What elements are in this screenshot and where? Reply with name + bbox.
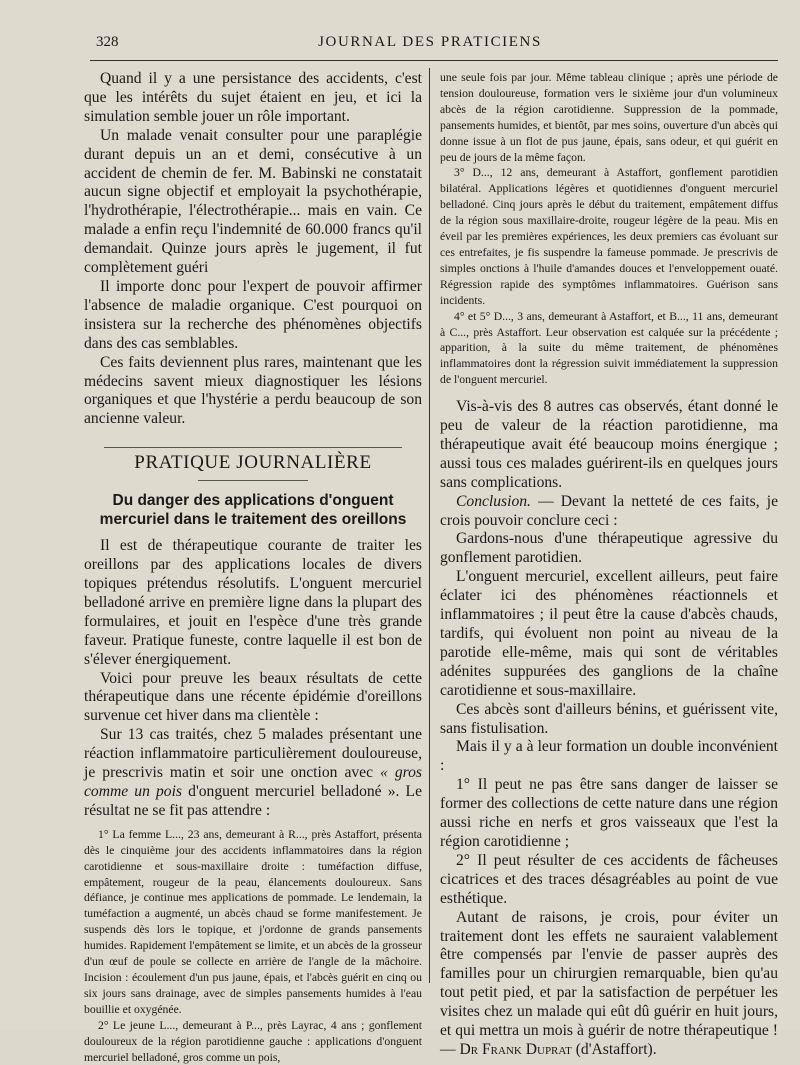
text-run: Autant de raisons, je crois, pour éviter un traitement dont les effets ne sauraient valablement être compensés par l'envie de passer auprès des familles pour un chirurgien remarquable, bien qu'au tout petit pied, et par la satisfaction de perpétuer les visites chez un malade qui eût dû guérir en huit jours, et qui mettra un mois à guérir de notre thérapeutique ! —	[440, 908, 778, 1058]
column-divider	[429, 68, 430, 983]
paragraph: Mais il y a à leur formation un double inconvénient :	[440, 738, 778, 775]
paragraph: Il importe donc pour l'expert de pouvoir affirmer l'absence de maladie organique. C'est pourquoi on insistera sur la recherche des phénomènes objectifs dans des cas semblables.	[84, 277, 422, 352]
journal-title: JOURNAL DES PRATICIENS	[318, 34, 542, 50]
paragraph: Quand il y a une persistance des accidents, c'est que les intérêts du sujet étaient en jeu, et ici la simulation semble jouer un rôle important.	[84, 70, 422, 125]
header-rule	[90, 60, 778, 61]
paragraph: Voici pour preuve les beaux résultats de cette thérapeutique dans une récente épidémie d'oreillons survenue cet hiver dans ma clientèle :	[84, 669, 422, 725]
paragraph: Ces abcès sont d'ailleurs bénins, et guérissent vite, sans fistulisation.	[440, 700, 778, 737]
page-header	[90, 34, 770, 56]
case-report: 3° D..., 12 ans, demeurant à Astaffort, gonflement parotidien bilatéral. Applications légères et quotidiennes d'onguent mercuriel belladoné. Cinq jours après le début du traitement, empâtement diffus de la région sous maxillaire-droite, rougeur légère de la peau. Mis en éveil par les premières expériences, les deux premiers cas évoluant sur ces entrefaites, je fis suspendre la fameuse pommade. Je prescrivis de simples onctions à l'huile d'amandes douces et l'enveloppement ouaté. Régression rapide des symptômes inflammatoires. Guérison sans incidents.	[440, 166, 778, 307]
section-title: PRATIQUE JOURNALIÈRE	[104, 447, 401, 474]
paragraph: 2° Il peut résulter de ces accidents de fâcheuses cicatrices et des traces désagréables au point de vue esthétique.	[440, 851, 778, 907]
page-number: 328	[96, 34, 119, 50]
italic-quote: « gros comme un pois	[84, 764, 422, 800]
paragraph: Il est de thérapeutique courante de traiter les oreillons par des applications locales de divers topiques prétendus résolutifs. L'onguent mercuriel belladoné arrive en première ligne dans la plupart des formulaires, et jouit en l'espèce d'une très grande faveur. Pratique funeste, contre laquelle il est bon de s'élever énergiquement.	[84, 537, 422, 668]
author-signature: Dr Frank Duprat	[459, 1040, 572, 1058]
article-title: Du danger des applications d'onguent mercuriel dans le traitement des oreillons	[99, 492, 407, 529]
paragraph: Un malade venait consulter pour une paraplégie durant depuis un an et demi, consécutive à un accident de chemin de fer. M. Babinski ne constatait aucun signe objectif et employait la psychothérapie, l'hydrothérapie, l'électrothérapie... mais en vain. Ce malade a enfin reçu l'indemnité de 60.000 francs qu'il demandait. Quinze jours après le jugement, il fut complètement guéri	[84, 126, 422, 277]
case-report: 4° et 5° D..., 3 ans, demeurant à Astaffort, et B..., 11 ans, demeurant à C..., près Astaffort. Leur observation est calquée sur la précédente ; apparition, à la suite du même traitement, de phénomènes inflammatoires dont la régression suivit immédiatement la suppression de l'onguent mercuriel.	[440, 309, 778, 387]
left-column	[84, 70, 422, 1065]
conclusion-label: Conclusion.	[456, 492, 531, 510]
author-place: (d'Astaffort).	[571, 1040, 657, 1058]
case-report: 1° La femme L..., 23 ans, demeurant à R..., près Astaffort, présenta dès le cinquième jour des accidents inflammatoires dans la région carotidienne et sous-maxillaire droite : tuméfaction diffuse, empâtement, rougeur de la peau, élancements douloureux. Sans défiance, je continue mes applications de pommade. Le lendemain, la tuméfaction a augmenté, un abcès chaud se forme manifestement. Je suspends dès lors le topique, et j'ordonne de grands pansements humides. Rapidement l'empâtement se limite, et un abcès de la grosseur d'un œuf de poule se collecte en arrière de l'angle de la mâchoire. Incision : écoulement d'un pus jaune, épais, et l'abcès guérit en cinq ou six jours sans drainage, avec de simples pansements humides à l'eau bouillie et oxygénée.	[84, 827, 422, 1016]
section-rule	[198, 480, 308, 481]
paragraph: Gardons-nous d'une thérapeutique agressive du gonflement parotidien.	[440, 530, 778, 567]
text-run: Sur 13 cas traités, chez 5 malades présentant une réaction inflammatoire particulièrement douloureuse, je prescrivis matin et soir une onction avec	[84, 726, 422, 782]
right-column	[440, 70, 778, 1060]
case-report: une seule fois par jour. Même tableau clinique ; après une période de tension douloureuse, formation vers le sixième jour d'un volumineux abcès de la région carotidienne. Suppression de la pommade, pansements humides, et bientôt, par mes soins, ouverture d'un abcès qui donne issue à un flot de pus jaune, épais, sans odeur, et qui guérit en peu de jours de la même façon.	[440, 71, 778, 164]
paragraph: L'onguent mercuriel, excellent ailleurs, peut faire éclater ici des phénomènes réactionnels et inflammatoires ; il peut être la cause d'abcès chauds, tardifs, qui évoluent non point au niveau de la parotide elle-même, mais qui sont de véritables adénites suppurées des ganglions de la chaîne carotidienne et sous-maxillaire.	[440, 568, 778, 699]
paragraph	[84, 726, 422, 821]
paragraph	[440, 493, 778, 531]
paragraph: 1° Il peut ne pas être sans danger de laisser se former des collections de cette nature dans une région aussi riche en nerfs et gros vaisseaux que l'est la région carotidienne ;	[440, 776, 778, 850]
paragraph: Ces faits deviennent plus rares, maintenant que les médecins savent mieux diagnostiquer les lésions organiques et que l'hystérie a perdu beaucoup de son ancienne valeur.	[84, 353, 422, 428]
paragraph: Vis-à-vis des 8 autres cas observés, étant donné le peu de valeur de la réaction parotidienne, ma thérapeutique avait été beaucoup moins énergique ; aussi tous ces malades guérirent-ils en quelques jours sans complications.	[440, 398, 778, 491]
case-report: 2° Le jeune L..., demeurant à P..., près Layrac, 4 ans ; gonflement douloureux de la région parotidienne gauche : applications d'onguent mercuriel belladoné, gros comme un pois,	[84, 1018, 422, 1064]
text-run: — Devant la netteté de ces faits, je crois pouvoir conclure ceci :	[440, 492, 778, 529]
paragraph	[440, 909, 778, 1060]
text-run: d'onguent mercuriel belladoné ». Le résultat ne se fit pas attendre :	[84, 783, 422, 819]
